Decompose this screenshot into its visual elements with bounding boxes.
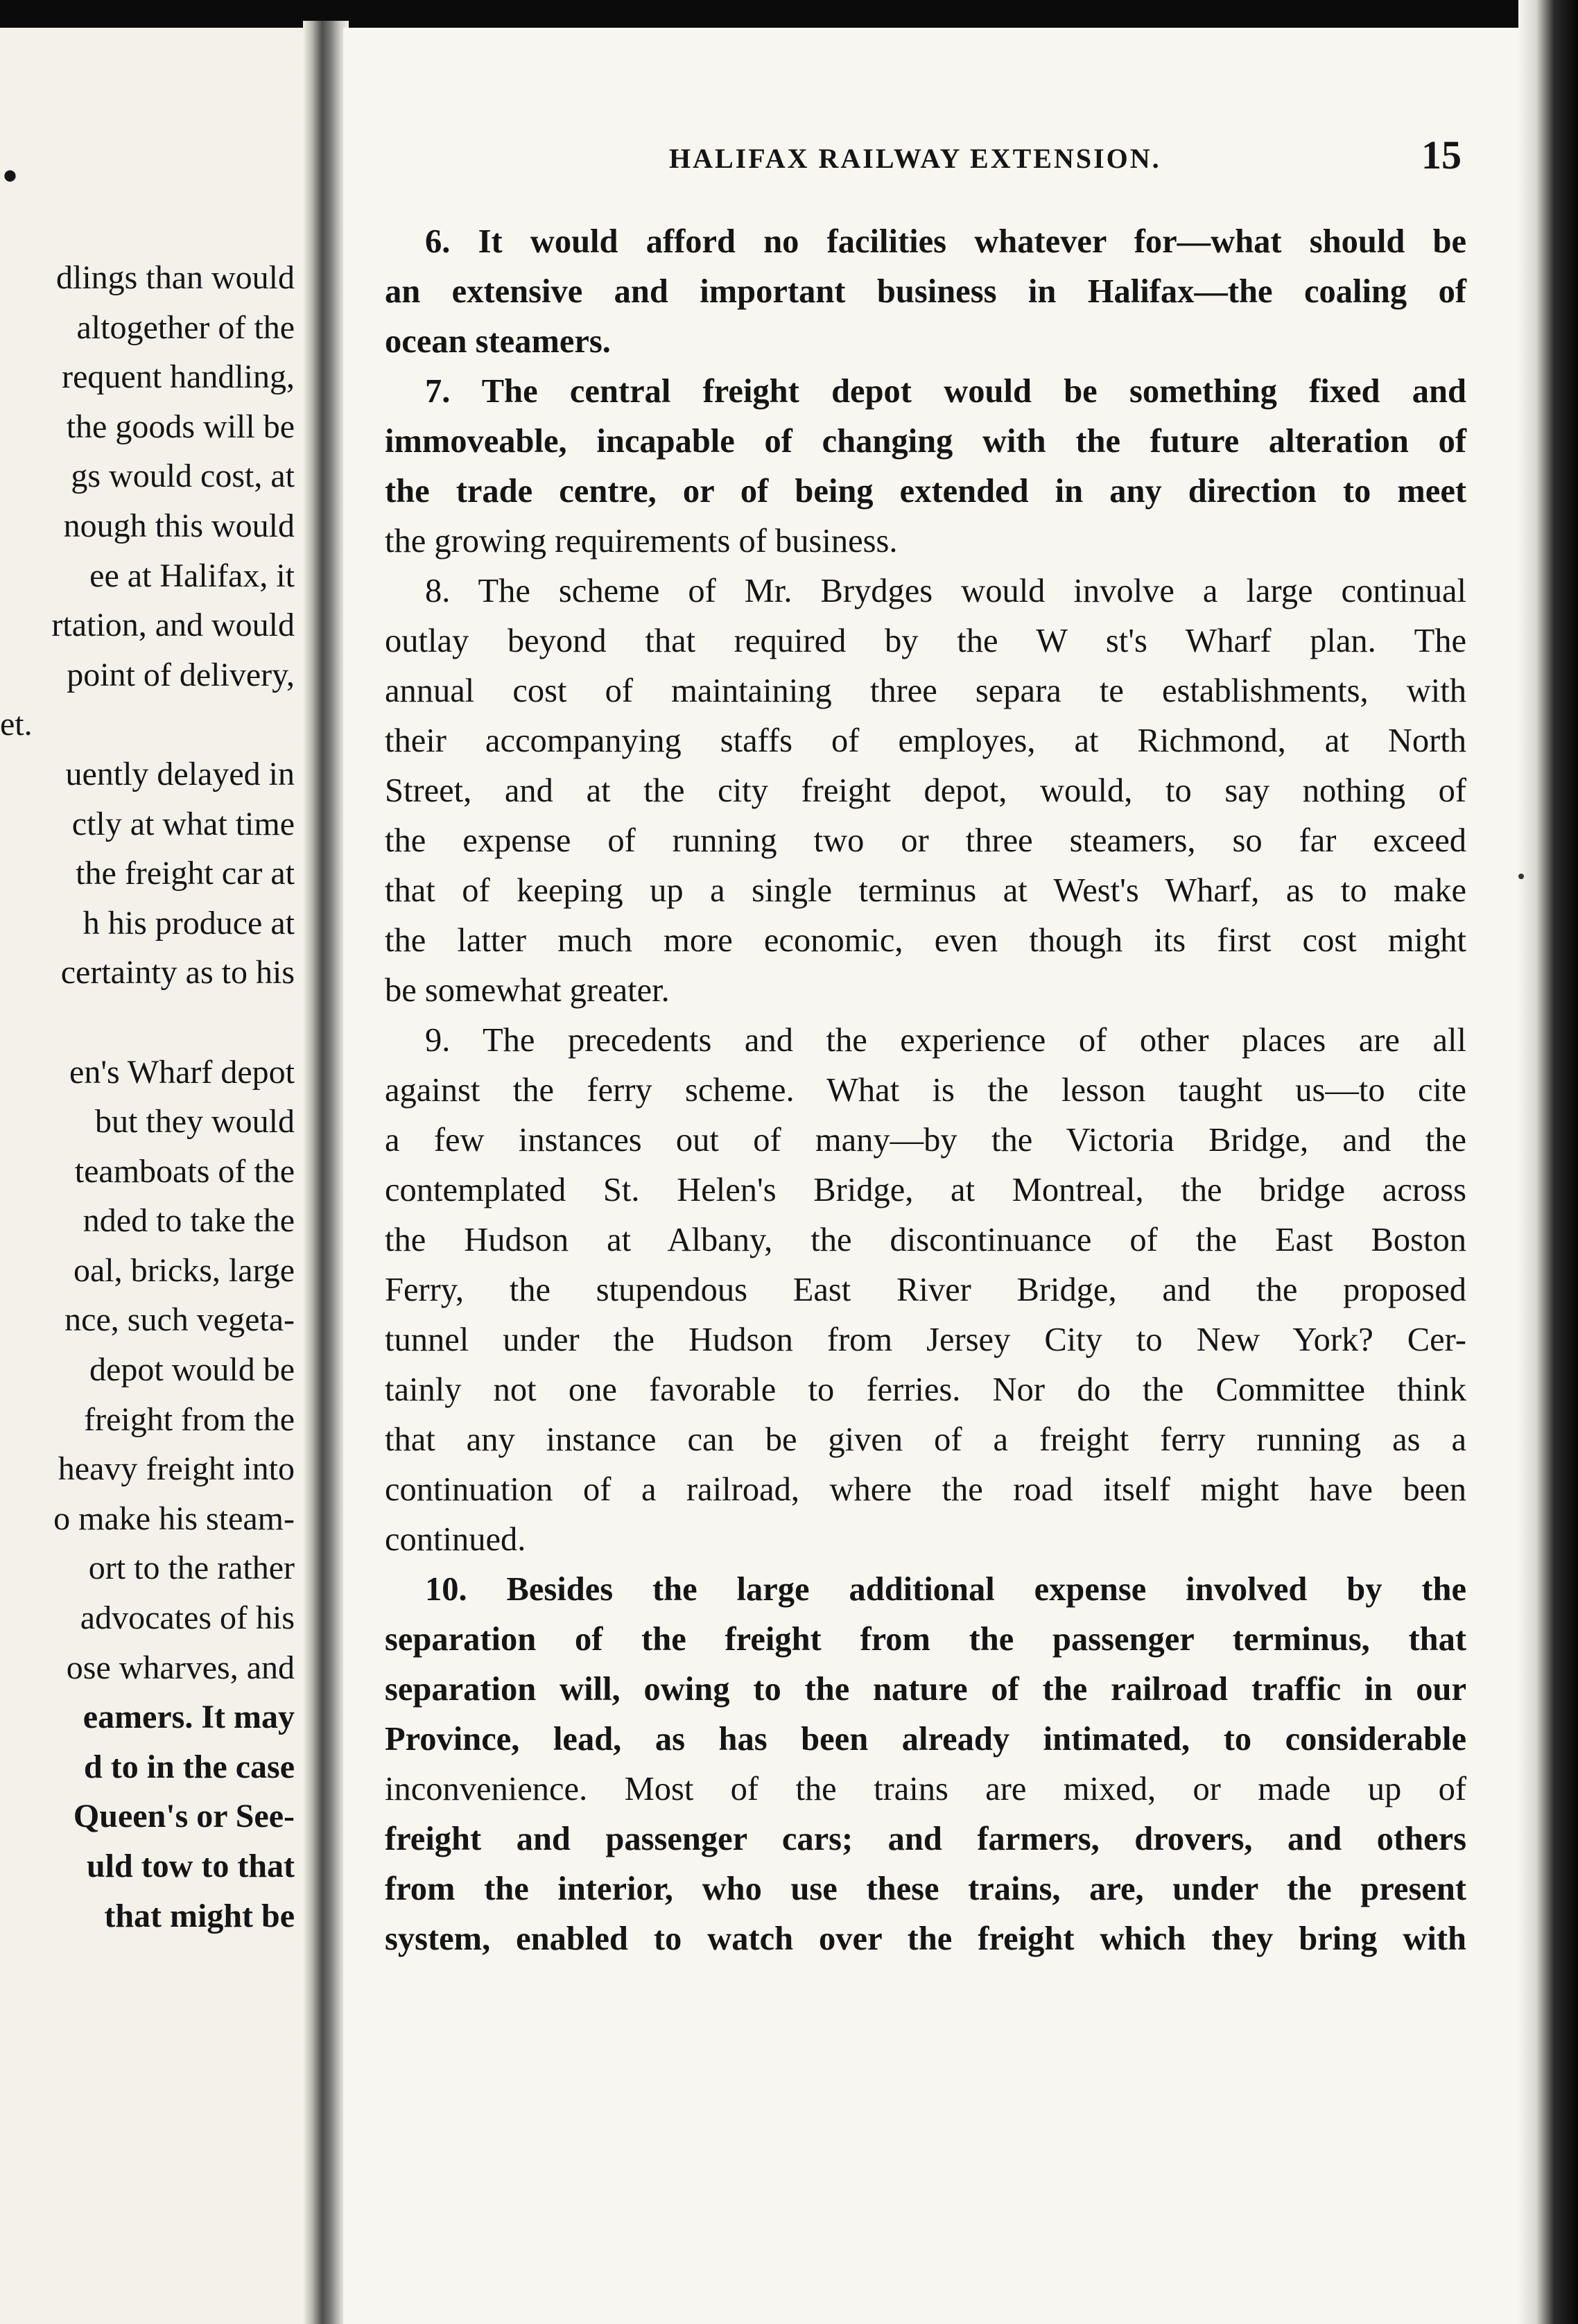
facing-line: nded to take the — [83, 1202, 295, 1240]
facing-line: requent handling, — [62, 358, 295, 396]
facing-line: en's Wharf depot — [69, 1053, 295, 1091]
text-line: ocean steamers. — [385, 323, 611, 360]
text-line: from the interior, who use these trains, are, under the present — [385, 1871, 1466, 1907]
facing-line: rtation, and would — [51, 607, 295, 644]
facing-page-mark: • — [3, 153, 18, 199]
text-line: separation will, owing to the nature of the railroad traffic in our — [385, 1671, 1466, 1708]
facing-line: nough this would — [63, 507, 295, 544]
text-line: freight and passenger cars; and farmers, drovers, and others — [385, 1821, 1466, 1857]
text-line: immoveable, incapable of changing with the future alteration of — [385, 423, 1466, 460]
facing-page-text — [0, 253, 295, 1941]
paragraph-7 — [385, 367, 1466, 566]
text-line: an extensive and important business in Halifax—the coaling of — [385, 273, 1466, 310]
facing-line: the freight car at — [76, 855, 295, 892]
text-line: annual cost of maintaining three separa te establishments, with — [385, 673, 1466, 709]
facing-line: teamboats of the — [74, 1152, 295, 1190]
facing-line: advocates of his — [80, 1599, 295, 1637]
facing-line: depot would be — [89, 1351, 295, 1389]
facing-line: but they would — [95, 1103, 295, 1141]
facing-line: ose wharves, and — [66, 1649, 295, 1686]
text-line: that of keeping up a single terminus at West's Wharf, as to make — [385, 872, 1466, 909]
facing-line: uently delayed in — [65, 755, 295, 792]
text-line: system, enabled to watch over the freight which they bring with — [385, 1920, 1466, 1957]
facing-line: gs would cost, at — [71, 458, 295, 495]
paragraph-10 — [385, 1565, 1466, 1964]
text-line: tunnel under the Hudson from Jersey City to New York? Cer- — [385, 1321, 1466, 1358]
text-line: inconvenience. Most of the trains are mixed, or made up of — [385, 1771, 1466, 1807]
facing-line: et. — [0, 706, 33, 743]
facing-line: uld tow to that — [86, 1848, 295, 1884]
text-line: their accompanying staffs of employes, at Richmond, at North — [385, 722, 1466, 759]
text-line: continued. — [385, 1521, 526, 1558]
text-line: a few instances out of many—by the Victoria Bridge, and the — [385, 1122, 1466, 1159]
text-line: 10. Besides the large additional expense involved by the — [425, 1571, 1466, 1608]
paragraph-9 — [385, 1016, 1466, 1565]
facing-line: that might be — [104, 1897, 295, 1934]
text-line: 8. The scheme of Mr. Brydges would involve a large continual — [425, 573, 1466, 609]
facing-line: ee at Halifax, it — [89, 557, 295, 594]
facing-line: o make his steam- — [53, 1500, 295, 1537]
running-title: HALIFAX RAILWAY EXTENSION. — [669, 143, 1161, 174]
text-line: 6. It would afford no facilities whatever for—what should be — [425, 223, 1466, 260]
ink-speck — [1518, 874, 1524, 879]
text-line: that any instance can be given of a freight ferry running as a — [385, 1421, 1466, 1458]
text-line: Street, and at the city freight depot, would, to say nothing of — [385, 772, 1466, 809]
text-line: 7. The central freight depot would be something fixed and — [425, 373, 1466, 410]
facing-line: the goods will be — [66, 408, 295, 445]
facing-line: oal, bricks, large — [73, 1251, 295, 1289]
facing-line: altogether of the — [76, 309, 295, 346]
text-line: outlay beyond that required by the W st's Wharf plan. The — [385, 623, 1466, 659]
text-line: Ferry, the stupendous East River Bridge, and the proposed — [385, 1272, 1466, 1308]
facing-page — [0, 28, 309, 2324]
facing-line — [0, 998, 295, 1048]
facing-line: ctly at what time — [71, 805, 295, 842]
facing-line: point of delivery, — [67, 656, 295, 693]
facing-line: dlings than would — [56, 259, 295, 296]
body-text — [385, 217, 1466, 1964]
facing-line: certainty as to his — [60, 954, 295, 991]
text-line: Province, lead, as has been already intimated, to considerable — [385, 1721, 1466, 1758]
text-line: the growing requirements of business. — [385, 523, 898, 560]
text-line: contemplated St. Helen's Bridge, at Montreal, the bridge across — [385, 1172, 1466, 1208]
text-line: separation of the freight from the passenger terminus, that — [385, 1621, 1466, 1658]
text-line: against the ferry scheme. What is the lesson taught us—to cite — [385, 1072, 1466, 1109]
facing-line: eamers. It may — [83, 1699, 295, 1736]
paragraph-6 — [385, 217, 1466, 367]
text-line: the trade centre, or of being extended in any direction to meet — [385, 473, 1466, 510]
page-number: 15 — [1421, 132, 1462, 177]
book-gutter — [303, 21, 349, 2324]
facing-line: heavy freight into — [58, 1450, 295, 1488]
facing-line: Queen's or See- — [73, 1798, 295, 1835]
text-line: tainly not one favorable to ferries. Nor do the Committee think — [385, 1371, 1466, 1408]
text-line: 9. The precedents and the experience of other places are all — [425, 1022, 1466, 1059]
text-line: continuation of a railroad, where the road itself might have been — [385, 1471, 1466, 1508]
page-edge-shadow — [1518, 0, 1578, 2324]
text-line: be somewhat greater. — [385, 972, 670, 1009]
paragraph-8 — [385, 566, 1466, 1016]
facing-line: h his produce at — [83, 904, 295, 942]
facing-line: nce, such vegeta- — [64, 1301, 295, 1339]
facing-line: freight from the — [84, 1401, 295, 1438]
text-line: the Hudson at Albany, the discontinuance of the East Boston — [385, 1222, 1466, 1258]
text-line: the expense of running two or three steamers, so far exceed — [385, 822, 1466, 859]
facing-line: ort to the rather — [88, 1550, 295, 1587]
facing-line: d to in the case — [84, 1748, 295, 1785]
text-line: the latter much more economic, even though its first cost might — [385, 922, 1466, 959]
